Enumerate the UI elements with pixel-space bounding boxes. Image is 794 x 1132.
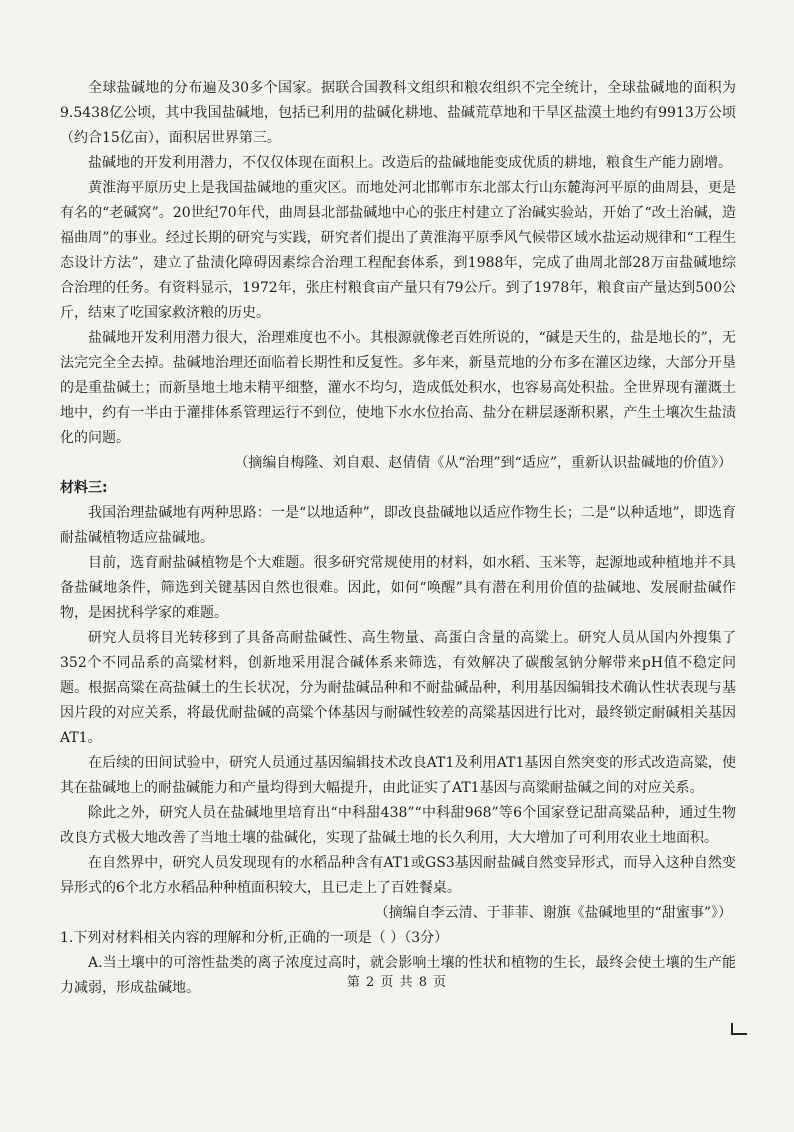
document-body [60, 76, 736, 1001]
citation-source-3: （摘编自李云清、于菲菲、谢旗《盐碱地里的“甜蜜事”》） [374, 905, 732, 921]
paragraph: 全球盐碱地的分布遍及30多个国家。据联合国教科文组织和粮农组织不完全统计，全球盐碱地的面积为9.5438亿公顷，其中我国盐碱地，包括已利用的盐碱化耕地、盐碱荒草地和干旱区盐漠土地约有9913万公顷（约合15亿亩），面积居世界第三。 [60, 80, 736, 146]
paragraph: 盐碱地开发利用潜力很大，治理难度也不小。其根源就像老百姓所说的，“碱是天生的，盐是地长的”，无法完完全全去掉。盐碱地治理还面临着长期性和反复性。多年来，新垦荒地的分布多在灌区边缘，大部分开垦的是重盐碱土；而新垦地土地未精平细整，灌水不均匀，造成低处积水，也容易高处积盐。全世界现有灌溉土地中，约有一半由于灌排体系管理运行不到位，使地下水水位抬高、盐分在耕层逐渐积累，产生土壤次生盐渍化的问题。 [60, 330, 736, 446]
section-heading-material-3: 材料三: [60, 480, 108, 496]
question-1-option-a: A.当土壤中的可溶性盐类的离子浓度过高时，就会影响土壤的性状和植物的生长，最终会使土壤的生产能力减弱，形成盐碱地。 [60, 955, 736, 996]
page-number-footer: 第 2 页 共 8 页 [346, 975, 448, 990]
citation-source-2: （摘编自梅隆、刘自艰、赵倩倩《从“治理”到“适应”，重新认识盐碱地的价值》） [234, 455, 732, 471]
paragraph: 目前，选育耐盐碱植物是个大难题。很多研究常规使用的材料，如水稻、玉米等，起源地或种植地并不具备盐碱地条件，筛选到关键基因自然也很难。因此，如何“唤醒”具有潜在利用价值的盐碱地、发展耐盐碱作物，是困扰科学家的难题。 [60, 555, 736, 621]
corner-crop-mark [731, 1023, 747, 1035]
paragraph: 除此之外，研究人员在盐碱地里培育出“中科甜438”“中科甜968”等6个国家登记甜高粱品种，通过生物改良方式极大地改善了当地土壤的盐碱化，实现了盐碱土地的长久利用，大大增加了可利用农业土地面积。 [60, 805, 736, 846]
question-1: 1.下列对材料相关内容的理解和分析,正确的一项是（ ）（3分） [60, 930, 449, 946]
paragraph: 研究人员将目光转移到了具备高耐盐碱性、高生物量、高蛋白含量的高粱上。研究人员从国内外搜集了352个不同品系的高粱材料，创新地采用混合碱体系来筛选，有效解决了碳酸氢钠分解带来pH值不稳定问题。根据高粱在高盐碱土的生长状况，分为耐盐碱品种和不耐盐碱品种，利用基因编辑技术确认性状表现与基因片段的对应关系，将最优耐盐碱的高粱个体基因与耐碱性较差的高粱基因进行比对，最终锁定耐碱相关基因AT1。 [60, 630, 736, 746]
paragraph: 在自然界中，研究人员发现现有的水稻品种含有AT1或GS3基因耐盐碱自然变异形式，而导入这种自然变异形式的6个北方水稻品种种植面积较大，且已走上了百姓餐桌。 [60, 855, 736, 896]
paragraph: 盐碱地的开发利用潜力，不仅仅体现在面积上。改造后的盐碱地能变成优质的耕地，粮食生产能力剧增。 [88, 155, 732, 171]
paragraph: 我国治理盐碱地有两种思路：一是“以地适种”，即改良盐碱地以适应作物生长；二是“以种适地”，即选育耐盐碱植物适应盐碱地。 [60, 505, 736, 546]
paragraph: 在后续的田间试验中，研究人员通过基因编辑技术改良AT1及利用AT1基因自然突变的形式改造高粱，使其在盐碱地上的耐盐碱能力和产量均得到大幅提升，由此证实了AT1基因与高粱耐盐碱之间的对应关系。 [60, 755, 736, 796]
paragraph: 黄淮海平原历史上是我国盐碱地的重灾区。而地处河北邯郸市东北部太行山东麓海河平原的曲周县，更是有名的“老碱窝”。20世纪70年代，曲周县北部盐碱地中心的张庄村建立了治碱实验站，开始了“改土治碱，造福曲周”的事业。经过长期的研究与实践，研究者们提出了黄淮海平原季风气候带区域水盐运动规律和“工程生态设计方法”，建立了盐渍化障碍因素综合治理工程配套体系，到1988年，完成了曲周北部28万亩盐碱地综合治理的任务。有资料显示，1972年，张庄村粮食亩产量只有79公斤。到了1978年，粮食亩产量达到500公斤，结束了吃国家救济粮的历史。 [60, 180, 736, 321]
